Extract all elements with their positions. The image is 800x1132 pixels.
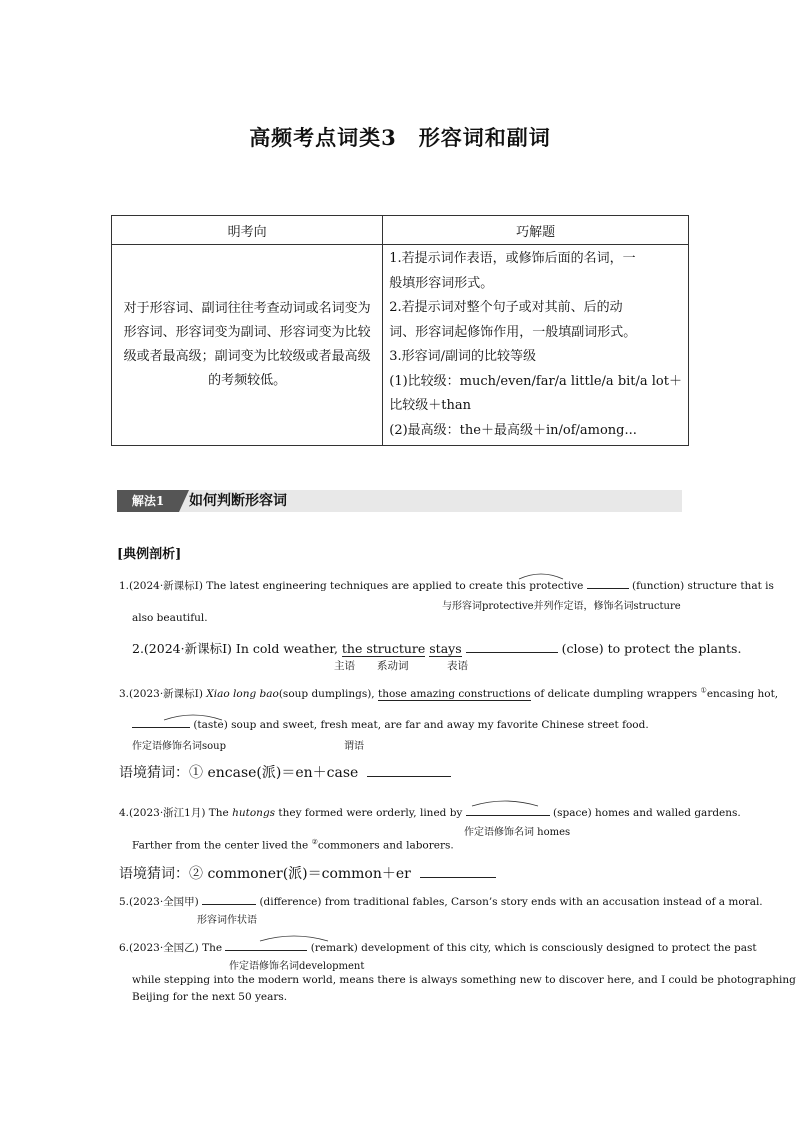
modifier-arc [517, 569, 565, 581]
tip-line: 2.若提示词对整个句子或对其前、后的动 [389, 300, 623, 315]
example-1-line2: also beautiful. [132, 612, 208, 624]
underlined-subject: those amazing constructions [377, 688, 531, 700]
example-4-text: Farther from the center lived the [132, 839, 312, 852]
label-predicative: 表语 [447, 660, 468, 672]
underlined-verb: stays [429, 641, 462, 656]
example-2-text-after: (close) to protect the plants. [557, 641, 742, 656]
context-guess-text: 语境猜词：① encase(派)＝en＋case [119, 765, 359, 781]
context-guess-1 [119, 762, 451, 782]
trend-line: 对于形容词、副词往往考查动词或名词变为 [123, 301, 371, 316]
answer-blank[interactable] [132, 727, 190, 728]
italic-term: hutongs [232, 807, 276, 819]
tip-line: 1.若提示词作表语，或修饰后面的名词，一 [389, 251, 636, 266]
example-4-line [119, 805, 741, 820]
example-1-line [119, 578, 774, 593]
context-guess-2 [119, 863, 496, 883]
example-4-text-after: (space) homes and walled gardens. [549, 807, 741, 819]
example-4-note: 作定语修饰名词 homes [464, 827, 571, 838]
trend-line: 的考频较低。 [208, 373, 287, 388]
answer-blank[interactable] [202, 904, 256, 905]
method-title: 如何判断形容词 [189, 493, 287, 509]
label-linking-verb: 系动词 [377, 660, 409, 672]
trend-line: 级或者最高级；副词变为比较级或者最高级 [123, 349, 371, 364]
example-3-text-after: (taste) soup and sweet, fresh meat, are far and away my favorite Chinese street food. [190, 719, 649, 731]
table-header-left: 明考向 [112, 216, 383, 245]
example-6-line [119, 940, 757, 955]
footnote-mark: ① [700, 686, 707, 695]
example-6-text: 6.(2023·全国乙) The [119, 942, 226, 954]
tip-line: 词、形容词起修饰作用，一般填副词形式。 [389, 324, 637, 340]
tip-line: (1)比较级：much/even/far/a little/a bit/a lot＋ [389, 373, 682, 389]
tip-line: 般填形容词形式。 [389, 275, 494, 291]
table-header-right: 巧解题 [383, 216, 689, 245]
label-subject: 主语 [334, 660, 355, 672]
example-2-line [132, 639, 741, 657]
modifier-arc [258, 931, 330, 943]
answer-blank[interactable] [367, 776, 451, 777]
tip-line: 比较级＋than [389, 398, 471, 413]
example-1-note: 与形容词protective并列作定语，修饰名词structure [442, 601, 681, 612]
example-4-line2 [132, 838, 454, 852]
example-1-text: 1.(2024·新课标Ⅰ) The latest engineering techniques are applied to create this protective [119, 580, 587, 592]
solution-tips-cell [383, 245, 689, 446]
example-6-text-after: (remark) development of this city, which is consciously designed to protect the past [307, 942, 757, 954]
tips-table [111, 215, 689, 446]
footnote-mark: ② [311, 838, 318, 846]
example-3-note: 作定语修饰名词soup [132, 741, 226, 752]
tip-line: (2)最高级：the＋最高级＋in/of/among... [389, 422, 637, 438]
example-5-text: 5.(2023·全国甲) [119, 896, 203, 908]
italic-term: Xiao long bao [206, 688, 279, 700]
example-5-text-after: (difference) from traditional fables, Carson’s story ends with an accusation instead of a moral. [256, 896, 763, 908]
tip-line: 3.形容词/副词的比较等级 [389, 349, 537, 364]
page-title: 高频考点词类3 形容词和副词 [249, 125, 551, 150]
trend-line: 形容词、形容词变为副词、形容词变为比较 [123, 325, 371, 340]
method-section-bar [117, 490, 682, 512]
example-4-text: commoners and laborers. [317, 839, 454, 852]
example-2-text: 2.(2024·新课标Ⅰ) In cold weather, [132, 641, 342, 656]
exam-trend-cell [112, 245, 383, 446]
example-3-text: encasing hot, [706, 688, 779, 700]
example-3-note-predicate: 谓语 [344, 741, 364, 752]
answer-blank[interactable] [587, 588, 629, 589]
context-guess-text: 语境猜词：② commoner(派)＝common＋er [119, 866, 411, 882]
example-1-text-after: (function) structure that is [628, 580, 774, 592]
example-3-text: (soup dumplings), [278, 688, 378, 700]
example-3-line [119, 686, 778, 701]
underlined-subject: the structure [341, 641, 426, 656]
example-3-text: 3.(2023·新课标Ⅰ) [119, 688, 207, 700]
example-4-text: 4.(2023·浙江1月) The [119, 807, 233, 819]
example-6-line3: Beijing for the next 50 years. [132, 991, 288, 1003]
answer-blank[interactable] [420, 877, 496, 878]
modifier-arc [162, 710, 224, 722]
answer-blank[interactable] [466, 815, 550, 816]
example-6-note: 作定语修饰名词development [229, 961, 365, 972]
method-badge: 解法1 [117, 490, 179, 512]
section-heading: [典例剖析] [117, 547, 182, 562]
example-3-text: of delicate dumpling wrappers [530, 688, 701, 700]
example-5-note: 形容词作状语 [197, 915, 257, 926]
answer-blank[interactable] [225, 950, 307, 951]
answer-blank[interactable] [466, 652, 558, 653]
example-5-line [119, 894, 763, 909]
example-4-text: they formed were orderly, lined by [275, 807, 466, 819]
example-6-line2: while stepping into the modern world, means there is always something new to discover here, and I could be photographing [132, 974, 796, 986]
modifier-arc [470, 796, 540, 808]
